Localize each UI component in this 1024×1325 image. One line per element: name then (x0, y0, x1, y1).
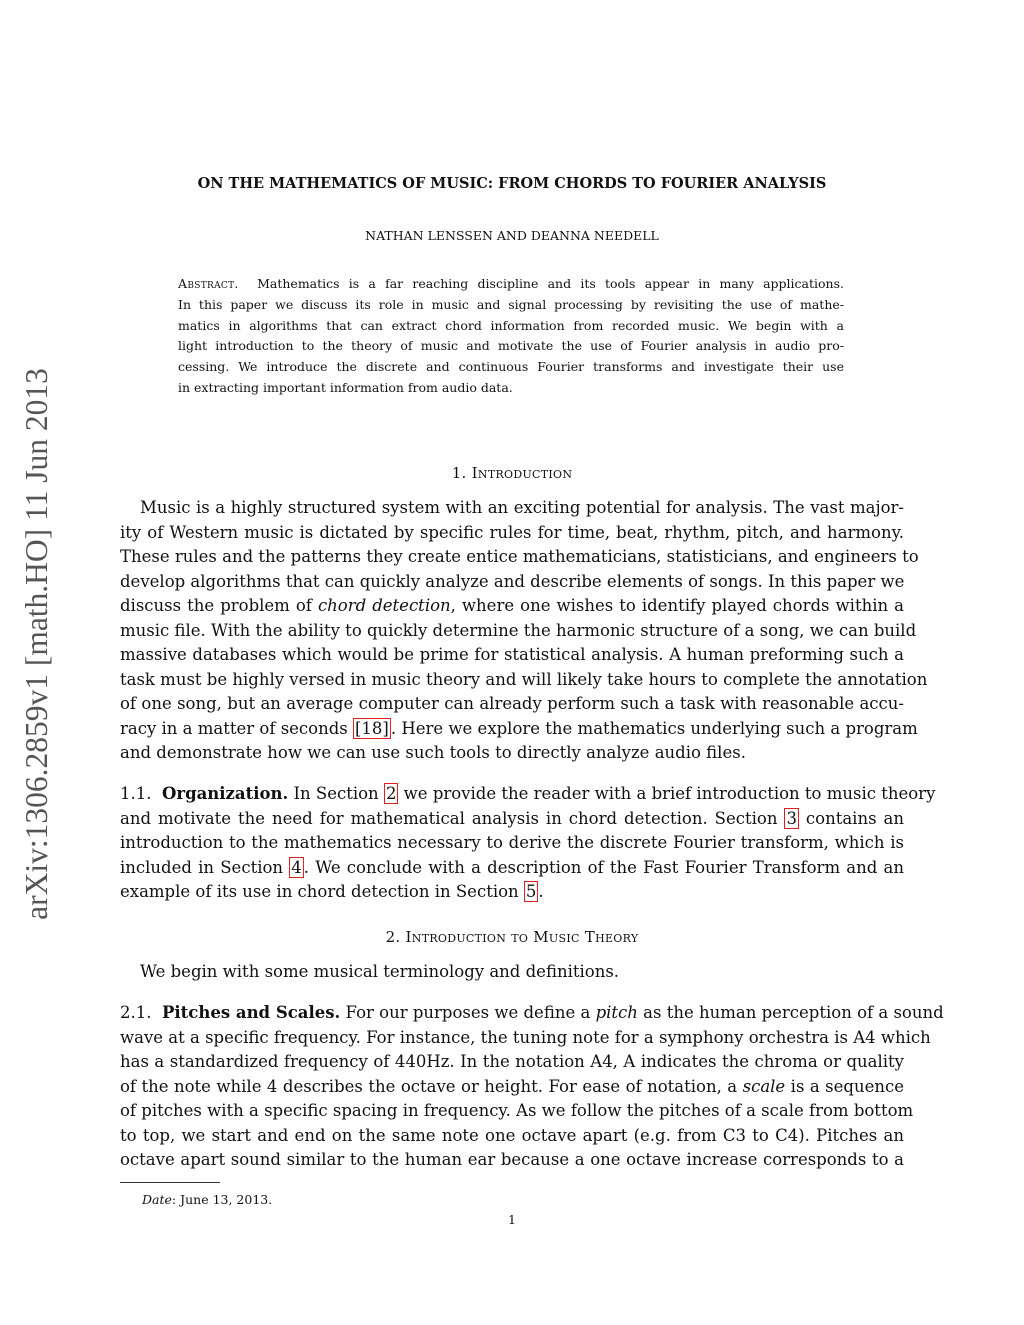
abstract (178, 274, 844, 399)
abstract-line-5: cessing. We introduce the discrete and continuous Fourier transforms and investigate their use (178, 359, 844, 375)
section-1-paragraph: Music is a highly structured system with an exciting potential for analysis. The vast major- ity of Western music is dictated by specific rules for time, beat, rhythm, pitch, and harmony. These rules and the patterns they create entice mathematicians, statisticians, and engineers to develop algorithms that can quickly analyze and describe elements of songs. In this paper we discuss the problem of chord detection, where one wishes to identify played chords within a music file. With the ability to quickly determine the harmonic structure of a song, we can build massive databases which would be prime for statistical analysis. A human preforming such a task must be highly versed in music theory and will likely take hours to complete the annotation of one song, but an average computer can already perform such a task with reasonable accu- racy in a matter of seconds [18] . Here we explore the mathematics underlying such a program and demonstrate how we can use such tools to directly analyze audio files. (120, 498, 928, 762)
subsection-2-1: 2.1. Pitches and Scales. For our purposes we define a pitch as the human perception of a sound wave at a specific frequency. For instance, the tuning note for a symphony orchestra is A4 which has a standardized frequency of 440Hz. In the notation A4, A indicates the chroma or quality of the note while 4 describes the octave or height. For ease of notation, a scale is a sequence of pitches with a specific spacing in frequency. As we follow the pitches of a scale from bottom to top, we start and end on the same note one octave apart (e.g. from C3 to C4). Pitches an octave apart sound similar to the human ear because a one octave increase corresponds to a (120, 1003, 944, 1169)
citation-link-18[interactable]: [18] (355, 718, 389, 738)
term-chord-detection: chord detection (317, 596, 451, 615)
subsection-2-1-title: Pitches and Scales. (162, 1003, 341, 1022)
abstract-line-3: matics in algorithms that can extract chord information from recorded music. We begin with a (178, 317, 844, 333)
paper-title: ON THE MATHEMATICS OF MUSIC: FROM CHORDS TO FOURIER ANALYSIS (197, 175, 827, 192)
abstract-line-6: in extracting important information from audio data. (178, 379, 513, 395)
subsection-2-1-number: 2.1. (120, 1003, 152, 1022)
term-pitch: pitch (595, 1003, 638, 1022)
subsection-1-1: 1.1. Organization. In Section 2 we provide the reader with a brief introduction to music theory and motivate the need for mathematical analysis in chord detection. Section 3 contains an introduction to the mathematics necessary to derive the discrete Fourier transform, which is included in Section 4 . We conclude with a description of the Fast Fourier Transform and an example of its use in chord detection in Section 5 . (120, 784, 936, 901)
section-2-heading: 2. Introduction to Music Theory (385, 928, 639, 946)
section-link-3[interactable]: 3 (786, 808, 797, 828)
section-1-heading: 1. Introduction (451, 464, 573, 482)
abstract-line-2: In this paper we discuss its role in music and signal processing by revisiting the use of mathe- (178, 296, 844, 312)
arxiv-stamp: arXiv:1306.2859v1 [math.HO] 11 Jun 2013 (19, 368, 54, 920)
abstract-label: Abstract. (178, 276, 239, 291)
section-link-4[interactable]: 4 (291, 857, 302, 877)
footnote-date: Date: June 13, 2013. (142, 1192, 273, 1207)
footnote-rule (120, 1182, 220, 1183)
section-link-5[interactable]: 5 (525, 882, 537, 901)
paper-authors: NATHAN LENSSEN AND DEANNA NEEDELL (365, 228, 659, 243)
abstract-line-1: Abstract. Mathematics is a far reaching discipline and its tools appear in many applications. (178, 276, 844, 291)
subsection-1-1-number: 1.1. (120, 784, 152, 803)
subsection-1-1-title: Organization. (162, 784, 289, 803)
term-scale: scale (742, 1076, 786, 1096)
page-number: 1 (508, 1212, 516, 1227)
section-link-2[interactable]: 2 (385, 784, 397, 803)
abstract-line-4: light introduction to the theory of music and motivate the use of Fourier analysis in audio pro- (178, 338, 844, 354)
section-2-intro: We begin with some musical terminology and definitions. (140, 962, 620, 981)
